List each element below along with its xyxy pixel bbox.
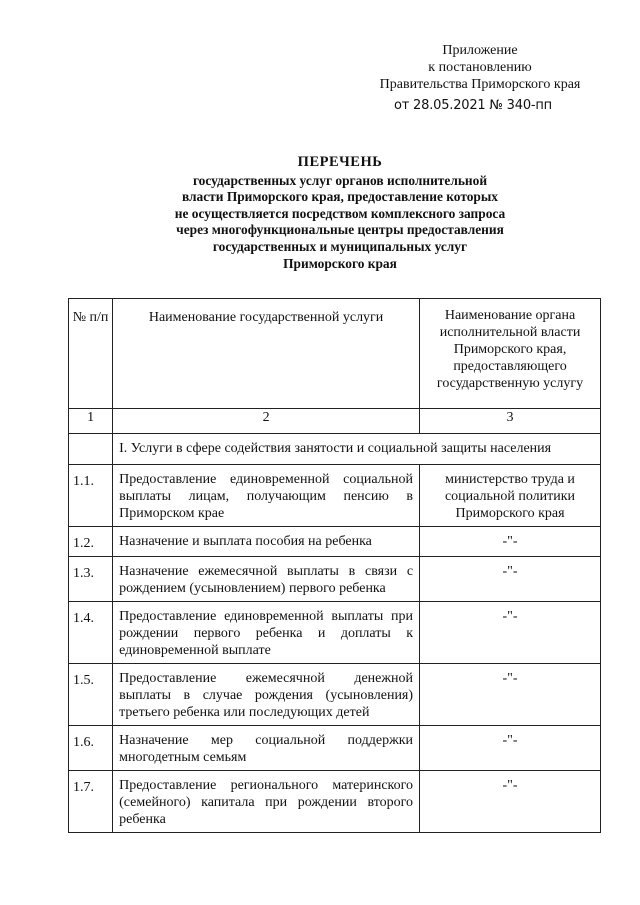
- organ-name-ditto: -"-: [420, 557, 601, 602]
- organ-name-ditto: -"-: [420, 527, 601, 557]
- organ-name: министерство труда и социальной политики Приморского края: [420, 465, 601, 527]
- service-name: Назначение ежемесячной выплаты в связи с рождением (усыновлением) первого ребенка: [113, 557, 420, 602]
- section-row: [69, 434, 601, 465]
- table-row: [69, 557, 601, 602]
- organ-name-ditto: -"-: [420, 602, 601, 664]
- column-index-row: [69, 409, 601, 434]
- organ-name-ditto: -"-: [420, 771, 601, 833]
- title-line: не осуществляется посредством комплексного запроса: [174, 205, 506, 221]
- row-number: 1.7.: [69, 771, 113, 833]
- service-name: Предоставление единовременной выплаты при рождении первого ребенка и доплаты к единовременной выплате: [113, 602, 420, 664]
- service-name: Назначение мер социальной поддержки многодетным семьям: [113, 726, 420, 771]
- service-name: Предоставление ежемесячной денежной выплаты в случае рождения (усыновления) третьего ребенка или последующих детей: [113, 664, 420, 726]
- title-line: через многофункциональные центры предоставления: [176, 222, 504, 238]
- table-row: [69, 664, 601, 726]
- service-name: Назначение и выплата пособия на ребенка: [113, 527, 420, 557]
- title-line: государственных и муниципальных услуг: [212, 238, 468, 254]
- section-title: I. Услуги в сфере содействия занятости и социальной защиты населения: [113, 434, 601, 465]
- table-row: [69, 465, 601, 527]
- header-organ-name: Наименование органа исполнительной власти Приморского края, предоставляющего государственную услугу: [420, 299, 601, 409]
- title-line: власти Приморского края, предоставление которых: [181, 189, 499, 205]
- row-number: 1.2.: [69, 527, 113, 557]
- table-row: [69, 771, 601, 833]
- title-line: государственных услуг органов исполнительной: [192, 172, 488, 188]
- decree-date-number: от 28.05.2021 № 340-пп: [394, 98, 552, 113]
- title-main: ПЕРЕЧЕНЬ: [297, 154, 383, 170]
- table-row: [69, 602, 601, 664]
- table-row: [69, 726, 601, 771]
- appendix-government: Правительства Приморского края: [379, 77, 581, 92]
- header-service-name: Наименование государственной услуги: [113, 299, 420, 409]
- title-line: Приморского края: [283, 255, 397, 271]
- row-number: 1.1.: [69, 465, 113, 527]
- service-name: Предоставление регионального материнского (семейного) капитала при рождении второго ребенка: [113, 771, 420, 833]
- organ-name-ditto: -"-: [420, 726, 601, 771]
- service-name: Предоставление единовременной социальной выплаты лицам, получающим пенсию в Приморском крае: [113, 465, 420, 527]
- appendix-label: Приложение: [442, 43, 518, 58]
- table-header-row: [69, 299, 601, 409]
- row-number: 1.6.: [69, 726, 113, 771]
- row-number: 1.3.: [69, 557, 113, 602]
- row-number: 1.5.: [69, 664, 113, 726]
- appendix-header: [360, 42, 600, 93]
- column-index: 3: [420, 409, 601, 434]
- appendix-to-decree: к постановлению: [428, 60, 532, 75]
- table-row: [69, 527, 601, 557]
- header-num: № п/п: [69, 299, 113, 409]
- organ-name-ditto: -"-: [420, 664, 601, 726]
- column-index: 1: [69, 409, 113, 434]
- document-title: [120, 154, 560, 272]
- row-number: 1.4.: [69, 602, 113, 664]
- services-table: [68, 298, 601, 833]
- column-index: 2: [113, 409, 420, 434]
